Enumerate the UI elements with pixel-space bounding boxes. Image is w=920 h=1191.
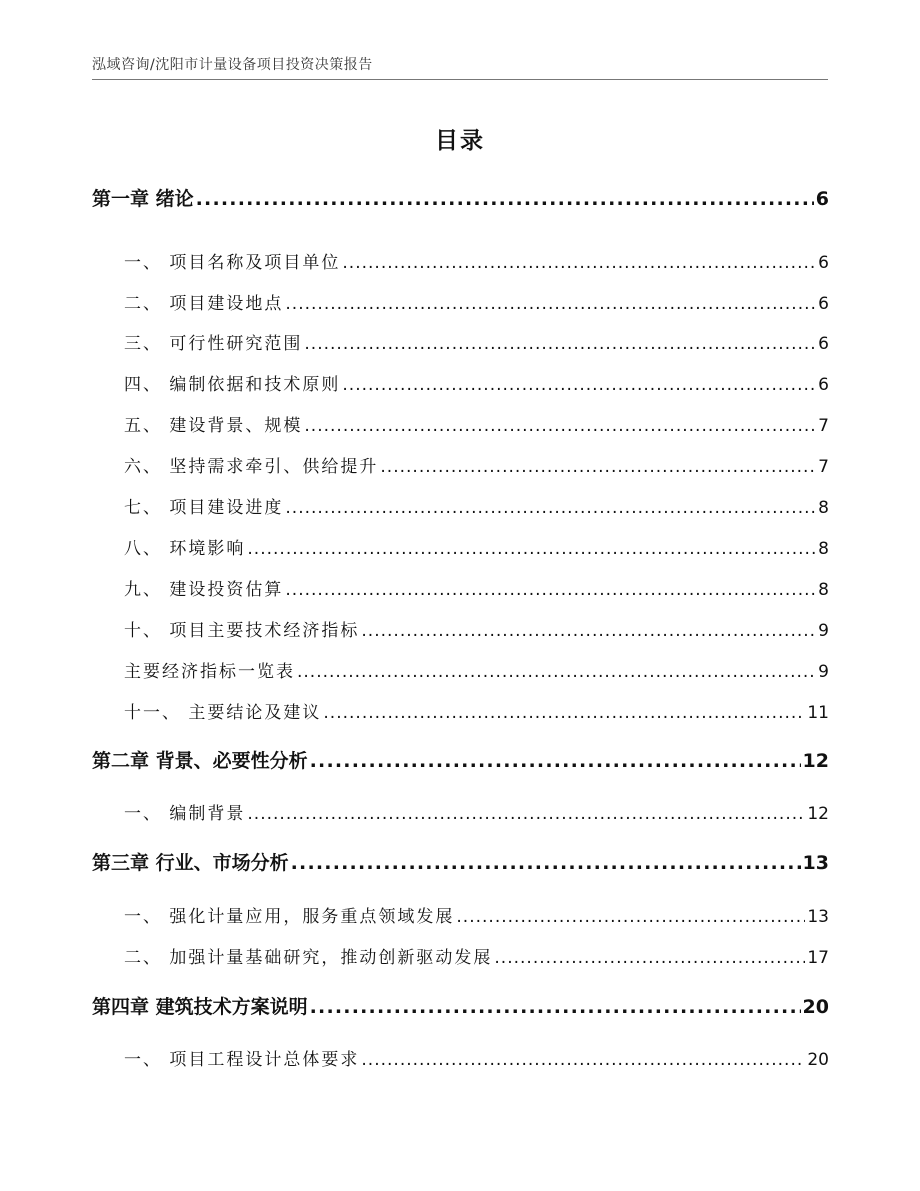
toc-entry-label: 一、 项目工程设计总体要求 [124,1050,360,1070]
toc-entry-label: 九、 建设投资估算 [124,580,284,600]
toc-entry-label: 一、 强化计量应用，服务重点领域发展 [124,907,455,927]
toc-dot-leader [342,375,816,395]
toc-dot-leader [285,580,816,600]
toc-entry-label: 三、 可行性研究范围 [124,334,303,354]
toc-entry-page: 12 [807,804,829,824]
toc-entry-section[interactable] [124,493,829,518]
toc-entry-chapter[interactable] [92,992,829,1019]
toc-dot-leader [291,852,801,874]
toc-entry-section[interactable] [124,534,829,559]
toc-entry-label: 一、 项目名称及项目单位 [124,253,341,273]
toc-entry-section[interactable] [124,1045,829,1070]
toc-dot-leader [285,294,816,314]
toc-entry-chapter[interactable] [92,746,829,773]
toc-entry-label: 十一、 主要结论及建议 [124,703,322,723]
toc-dot-leader [247,804,805,824]
toc-entry-page: 8 [818,580,829,600]
toc-entry-page: 8 [818,498,829,518]
toc-entry-label: 二、 项目建设地点 [124,294,284,314]
toc-entry-page: 20 [807,1050,829,1070]
toc-dot-leader [297,662,816,682]
toc-dot-leader [456,907,805,927]
toc-entry-page: 11 [807,703,829,723]
toc-dot-leader [361,1050,805,1070]
toc-entry-label: 七、 项目建设进度 [124,498,284,518]
toc-entry-section[interactable] [124,575,829,600]
toc-entry-section[interactable] [124,248,829,273]
toc-entry-page: 6 [815,188,829,210]
toc-entry-page: 17 [807,948,829,968]
toc-entry-page: 6 [818,294,829,314]
toc-dot-leader [380,457,816,477]
toc-entry-page: 7 [818,457,829,477]
toc-entry-section[interactable] [124,616,829,641]
toc-dot-leader [247,539,816,559]
toc-entry-page: 7 [818,416,829,436]
page-title: 目录 [435,128,485,154]
toc-entry-section[interactable] [124,452,829,477]
toc-dot-leader [285,498,816,518]
toc-entry-page: 8 [818,539,829,559]
toc-entry-section[interactable] [124,698,829,723]
toc-entry-chapter[interactable] [92,184,829,211]
toc-entry-section[interactable] [124,289,829,314]
toc-entry-label: 五、 建设背景、规模 [124,416,303,436]
toc-dot-leader [310,750,801,772]
toc-entry-label: 二、 加强计量基础研究，推动创新驱动发展 [124,948,493,968]
toc-entry-label: 四、 编制依据和技术原则 [124,375,341,395]
toc-entry-page: 9 [818,662,829,682]
toc-entry-page: 12 [802,750,829,772]
toc-entry-page: 20 [802,996,829,1018]
toc-entry-label: 一、 编制背景 [124,804,246,824]
toc-dot-leader [304,416,816,436]
toc-entry-section[interactable] [124,799,829,824]
toc-dot-leader [304,334,816,354]
toc-entry-label: 十、 项目主要技术经济指标 [124,621,360,641]
toc-entry-section[interactable] [124,329,829,354]
toc-entry-page: 9 [818,621,829,641]
toc-entry-label: 第四章 建筑技术方案说明 [92,996,308,1018]
running-header: 泓域咨询/沈阳市计量设备项目投资决策报告 [92,57,373,73]
toc-entry-page: 6 [818,334,829,354]
toc-dot-leader [494,948,805,968]
toc-entry-page: 6 [818,253,829,273]
header-divider [92,79,828,80]
toc-entry-label: 八、 环境影响 [124,539,246,559]
toc-entry-label: 第二章 背景、必要性分析 [92,750,308,772]
toc-entry-page: 13 [807,907,829,927]
toc-dot-leader [323,703,805,723]
toc-entry-section[interactable] [124,902,829,927]
toc-entry-section[interactable] [124,943,829,968]
toc-entry-label: 六、 坚持需求牵引、供给提升 [124,457,379,477]
toc-dot-leader [310,996,801,1018]
toc-entry-section[interactable] [124,657,829,682]
toc-entry-page: 6 [818,375,829,395]
toc-dot-leader [342,253,816,273]
toc-entry-section[interactable] [124,370,829,395]
toc-dot-leader [196,188,814,210]
toc-entry-label: 第三章 行业、市场分析 [92,852,289,874]
toc-entry-page: 13 [802,852,829,874]
toc-entry-label: 主要经济指标一览表 [124,662,295,682]
toc-dot-leader [361,621,816,641]
toc-entry-label: 第一章 绪论 [92,188,194,210]
toc-entry-section[interactable] [124,411,829,436]
toc-entry-chapter[interactable] [92,848,829,875]
